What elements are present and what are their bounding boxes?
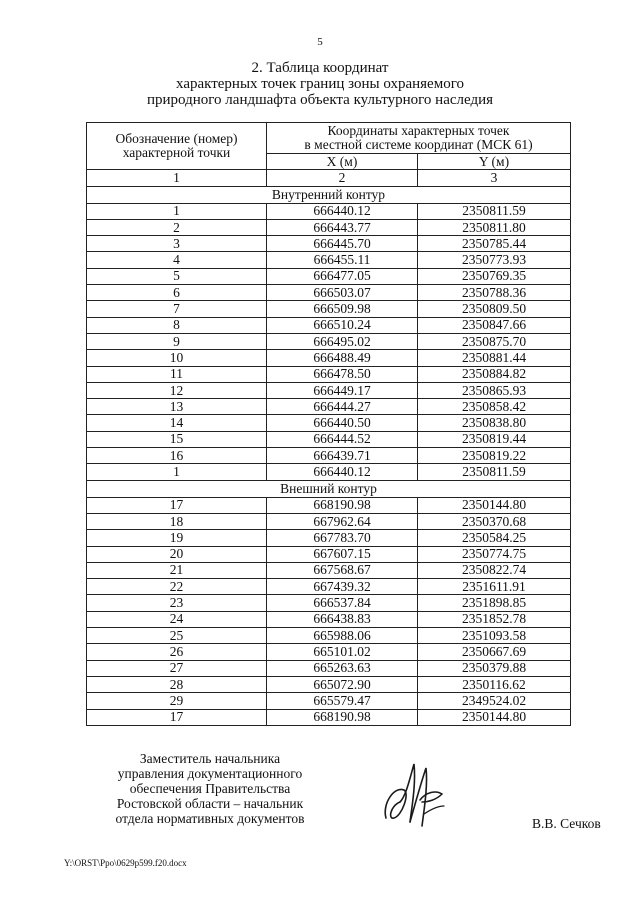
point-number-cell: 26 bbox=[87, 644, 267, 660]
point-number-cell: 16 bbox=[87, 448, 267, 464]
y-coordinate-cell: 2351852.78 bbox=[418, 611, 571, 627]
y-coordinate-cell: 2350769.35 bbox=[418, 268, 571, 284]
table-header-row bbox=[87, 123, 571, 154]
table-row bbox=[87, 660, 571, 676]
header-coords-line: Координаты характерных точек bbox=[327, 123, 510, 138]
y-coordinate-cell: 2350884.82 bbox=[418, 366, 571, 382]
table-row bbox=[87, 301, 571, 317]
table-row bbox=[87, 382, 571, 398]
y-coordinate-cell: 2350811.80 bbox=[418, 219, 571, 235]
table-row bbox=[87, 513, 571, 529]
y-coordinate-cell: 2351898.85 bbox=[418, 595, 571, 611]
table-row bbox=[87, 693, 571, 709]
x-coordinate-cell: 665263.63 bbox=[267, 660, 418, 676]
table-row bbox=[87, 530, 571, 546]
x-coordinate-cell: 667568.67 bbox=[267, 562, 418, 578]
x-coordinate-cell: 666438.83 bbox=[267, 611, 418, 627]
signer-name: В.В. Сечков bbox=[532, 816, 601, 831]
y-coordinate-cell: 2350785.44 bbox=[418, 236, 571, 252]
point-number-cell: 1 bbox=[87, 464, 267, 480]
table-row bbox=[87, 236, 571, 252]
y-coordinate-cell: 2350144.80 bbox=[418, 497, 571, 513]
y-coordinate-cell: 2350819.22 bbox=[418, 448, 571, 464]
x-coordinate-cell: 665579.47 bbox=[267, 693, 418, 709]
table-row bbox=[87, 350, 571, 366]
point-number-cell: 22 bbox=[87, 579, 267, 595]
x-coordinate-cell: 666449.17 bbox=[267, 382, 418, 398]
y-coordinate-cell: 2350811.59 bbox=[418, 464, 571, 480]
table-row bbox=[87, 595, 571, 611]
header-coordinates bbox=[267, 123, 571, 154]
x-coordinate-cell: 667962.64 bbox=[267, 513, 418, 529]
point-number-cell: 20 bbox=[87, 546, 267, 562]
x-coordinate-cell: 666440.12 bbox=[267, 203, 418, 219]
x-coordinate-cell: 666440.50 bbox=[267, 415, 418, 431]
x-coordinate-cell: 666503.07 bbox=[267, 285, 418, 301]
table-row bbox=[87, 252, 571, 268]
point-number-cell: 11 bbox=[87, 366, 267, 382]
handwritten-signature bbox=[380, 756, 450, 836]
x-coordinate-cell: 668190.98 bbox=[267, 497, 418, 513]
x-coordinate-cell: 666444.27 bbox=[267, 399, 418, 415]
header-y: Y (м) bbox=[418, 154, 571, 170]
point-number-cell: 25 bbox=[87, 628, 267, 644]
y-coordinate-cell: 2350788.36 bbox=[418, 285, 571, 301]
point-number-cell: 29 bbox=[87, 693, 267, 709]
point-number-cell: 5 bbox=[87, 268, 267, 284]
point-number-cell: 24 bbox=[87, 611, 267, 627]
point-number-cell: 17 bbox=[87, 497, 267, 513]
x-coordinate-cell: 665988.06 bbox=[267, 628, 418, 644]
table-row bbox=[87, 219, 571, 235]
section-header-row bbox=[87, 480, 571, 497]
table-row bbox=[87, 399, 571, 415]
table-row bbox=[87, 415, 571, 431]
point-number-cell: 15 bbox=[87, 431, 267, 447]
table-body bbox=[87, 186, 571, 725]
x-coordinate-cell: 666537.84 bbox=[267, 595, 418, 611]
table-row bbox=[87, 611, 571, 627]
x-coordinate-cell: 665101.02 bbox=[267, 644, 418, 660]
title-line: природного ландшафта объекта культурного наследия bbox=[146, 92, 494, 108]
title-line: 2. Таблица координат bbox=[251, 60, 389, 76]
y-coordinate-cell: 2351611.91 bbox=[418, 579, 571, 595]
document-title bbox=[0, 60, 640, 108]
x-coordinate-cell: 666488.49 bbox=[267, 350, 418, 366]
x-coordinate-cell: 666495.02 bbox=[267, 333, 418, 349]
y-coordinate-cell: 2350584.25 bbox=[418, 530, 571, 546]
table-row bbox=[87, 464, 571, 480]
column-number: 1 bbox=[87, 170, 267, 186]
coordinates-table bbox=[86, 122, 571, 726]
x-coordinate-cell: 666477.05 bbox=[267, 268, 418, 284]
y-coordinate-cell: 2350809.50 bbox=[418, 301, 571, 317]
y-coordinate-cell: 2350144.80 bbox=[418, 709, 571, 725]
y-coordinate-cell: 2350865.93 bbox=[418, 382, 571, 398]
x-coordinate-cell: 666445.70 bbox=[267, 236, 418, 252]
point-number-cell: 9 bbox=[87, 333, 267, 349]
point-number-cell: 12 bbox=[87, 382, 267, 398]
header-x: X (м) bbox=[267, 154, 418, 170]
column-number-row bbox=[87, 170, 571, 186]
table-row bbox=[87, 333, 571, 349]
point-number-cell: 14 bbox=[87, 415, 267, 431]
x-coordinate-cell: 667783.70 bbox=[267, 530, 418, 546]
y-coordinate-cell: 2350773.93 bbox=[418, 252, 571, 268]
y-coordinate-cell: 2350379.88 bbox=[418, 660, 571, 676]
x-coordinate-cell: 666478.50 bbox=[267, 366, 418, 382]
y-coordinate-cell: 2350858.42 bbox=[418, 399, 571, 415]
y-coordinate-cell: 2350838.80 bbox=[418, 415, 571, 431]
point-number-cell: 2 bbox=[87, 219, 267, 235]
y-coordinate-cell: 2349524.02 bbox=[418, 693, 571, 709]
table-row bbox=[87, 676, 571, 692]
y-coordinate-cell: 2350881.44 bbox=[418, 350, 571, 366]
point-number-cell: 10 bbox=[87, 350, 267, 366]
x-coordinate-cell: 667607.15 bbox=[267, 546, 418, 562]
y-coordinate-cell: 2350116.62 bbox=[418, 676, 571, 692]
signature-block bbox=[60, 751, 360, 826]
x-coordinate-cell: 668190.98 bbox=[267, 709, 418, 725]
y-coordinate-cell: 2350774.75 bbox=[418, 546, 571, 562]
table-row bbox=[87, 497, 571, 513]
section-title: Внутренний контур bbox=[87, 186, 571, 203]
header-point-designation bbox=[87, 123, 267, 170]
table-row bbox=[87, 317, 571, 333]
signature-line: управления документационного bbox=[117, 766, 303, 781]
table-row bbox=[87, 562, 571, 578]
point-number-cell: 27 bbox=[87, 660, 267, 676]
y-coordinate-cell: 2350819.44 bbox=[418, 431, 571, 447]
point-number-cell: 19 bbox=[87, 530, 267, 546]
y-coordinate-cell: 2351093.58 bbox=[418, 628, 571, 644]
y-coordinate-cell: 2350875.70 bbox=[418, 333, 571, 349]
table-row bbox=[87, 579, 571, 595]
table-row bbox=[87, 709, 571, 725]
x-coordinate-cell: 667439.32 bbox=[267, 579, 418, 595]
signature-line: отдела нормативных документов bbox=[115, 811, 305, 826]
point-number-cell: 4 bbox=[87, 252, 267, 268]
column-number: 2 bbox=[267, 170, 418, 186]
x-coordinate-cell: 666439.71 bbox=[267, 448, 418, 464]
table-row bbox=[87, 268, 571, 284]
table-row bbox=[87, 285, 571, 301]
table-row bbox=[87, 366, 571, 382]
point-number-cell: 3 bbox=[87, 236, 267, 252]
table-row bbox=[87, 644, 571, 660]
point-number-cell: 28 bbox=[87, 676, 267, 692]
y-coordinate-cell: 2350811.59 bbox=[418, 203, 571, 219]
signature-line: Заместитель начальника bbox=[139, 751, 281, 766]
point-number-cell: 21 bbox=[87, 562, 267, 578]
x-coordinate-cell: 666440.12 bbox=[267, 464, 418, 480]
file-path: Y:\ORST\Ppo\0629p599.f20.docx bbox=[64, 858, 187, 868]
point-number-cell: 23 bbox=[87, 595, 267, 611]
point-number-cell: 17 bbox=[87, 709, 267, 725]
section-header-row bbox=[87, 186, 571, 203]
column-number: 3 bbox=[418, 170, 571, 186]
y-coordinate-cell: 2350370.68 bbox=[418, 513, 571, 529]
point-number-cell: 7 bbox=[87, 301, 267, 317]
table-row bbox=[87, 546, 571, 562]
point-number-cell: 1 bbox=[87, 203, 267, 219]
table-row bbox=[87, 431, 571, 447]
point-number-cell: 13 bbox=[87, 399, 267, 415]
table-row bbox=[87, 628, 571, 644]
x-coordinate-cell: 666443.77 bbox=[267, 219, 418, 235]
point-number-cell: 6 bbox=[87, 285, 267, 301]
y-coordinate-cell: 2350822.74 bbox=[418, 562, 571, 578]
table-row bbox=[87, 448, 571, 464]
y-coordinate-cell: 2350667.69 bbox=[418, 644, 571, 660]
header-point-line: Обозначение (номер) bbox=[115, 131, 238, 147]
x-coordinate-cell: 666509.98 bbox=[267, 301, 418, 317]
header-point-line: характерной точки bbox=[122, 145, 231, 161]
point-number-cell: 8 bbox=[87, 317, 267, 333]
x-coordinate-cell: 666444.52 bbox=[267, 431, 418, 447]
title-line: характерных точек границ зоны охраняемого bbox=[176, 76, 464, 92]
x-coordinate-cell: 666455.11 bbox=[267, 252, 418, 268]
section-title: Внешний контур bbox=[87, 480, 571, 497]
signature-line: обеспечения Правительства bbox=[129, 781, 291, 796]
page-number: 5 bbox=[317, 36, 323, 48]
x-coordinate-cell: 666510.24 bbox=[267, 317, 418, 333]
x-coordinate-cell: 665072.90 bbox=[267, 676, 418, 692]
y-coordinate-cell: 2350847.66 bbox=[418, 317, 571, 333]
header-coords-line: в местной системе координат (МСК 61) bbox=[304, 137, 533, 152]
point-number-cell: 18 bbox=[87, 513, 267, 529]
signature-line: Ростовской области – начальник bbox=[116, 796, 304, 811]
table-row bbox=[87, 203, 571, 219]
